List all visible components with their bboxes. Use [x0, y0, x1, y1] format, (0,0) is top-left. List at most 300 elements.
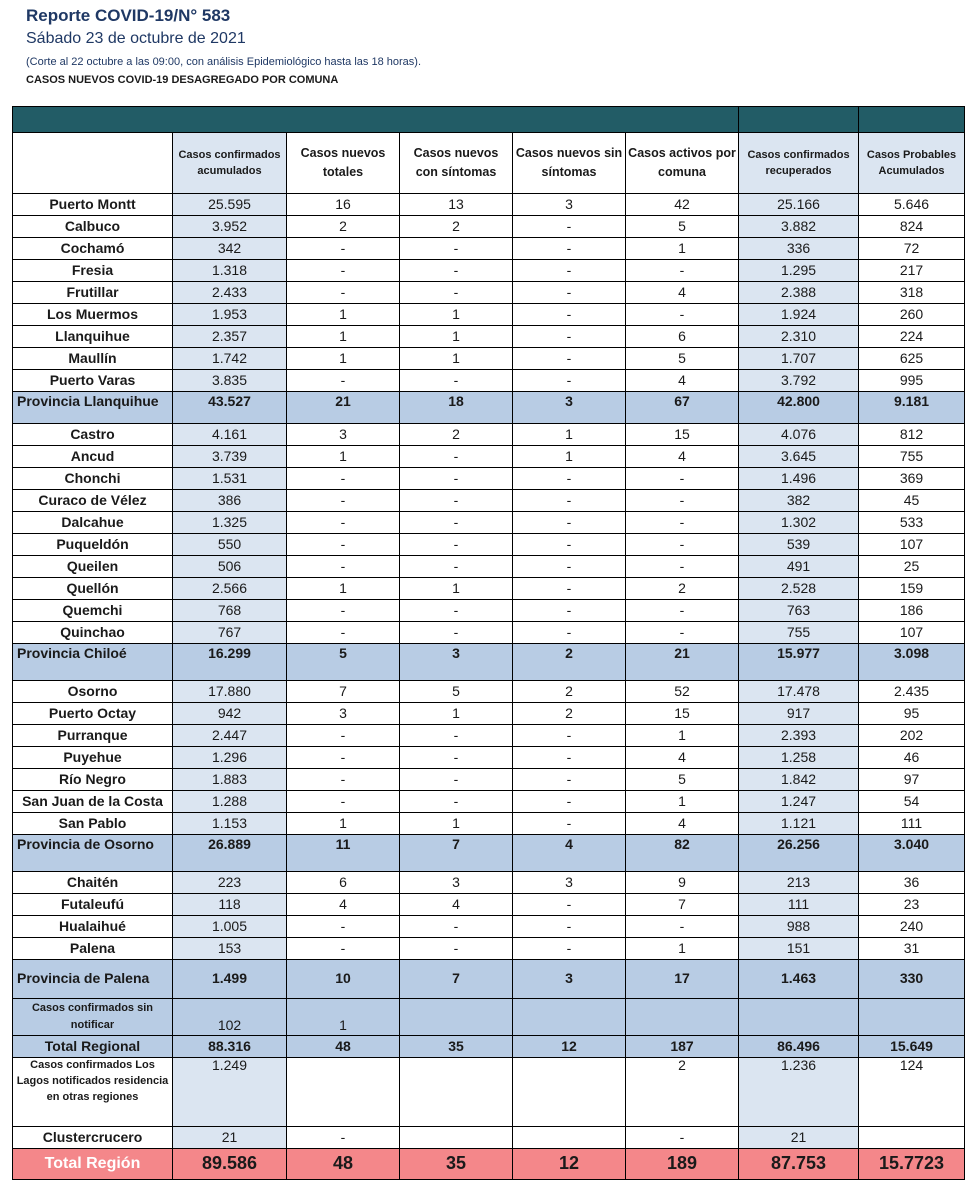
table-cell: 42 [626, 194, 739, 216]
table-cell: - [513, 534, 626, 556]
table-cell: 118 [173, 894, 287, 916]
table-cell: 1.302 [739, 512, 859, 534]
table-cell: 35 [400, 1036, 513, 1058]
table-cell: 3.835 [173, 370, 287, 392]
table-cell [859, 999, 965, 1036]
table-cell: 5 [626, 216, 739, 238]
table-cell: 26.256 [739, 835, 859, 872]
table-cell: 812 [859, 424, 965, 446]
table-cell: 35 [400, 1149, 513, 1180]
row-label: Purranque [13, 725, 173, 747]
header-bar-cell [739, 107, 859, 133]
table-cell [739, 999, 859, 1036]
table-cell: 1 [626, 238, 739, 260]
table-cell: 260 [859, 304, 965, 326]
column-header: Casos nuevos con síntomas [400, 133, 513, 194]
table-cell: 54 [859, 791, 965, 813]
table-cell: - [287, 468, 400, 490]
table-cell: 2.388 [739, 282, 859, 304]
table-row [13, 791, 965, 813]
table-cell: 342 [173, 238, 287, 260]
column-header: Casos confirmados recuperados [739, 133, 859, 194]
table-cell: 1.318 [173, 260, 287, 282]
table-cell: - [626, 260, 739, 282]
table-cell: 15 [626, 703, 739, 725]
table-cell: 768 [173, 600, 287, 622]
table-cell: 1 [287, 446, 400, 468]
table-body [13, 107, 965, 1180]
table-cell: 3 [287, 703, 400, 725]
table-cell: 18 [400, 392, 513, 424]
table-cell: 23 [859, 894, 965, 916]
table-row [13, 370, 965, 392]
table-cell: - [400, 238, 513, 260]
row-label: Castro [13, 424, 173, 446]
table-row [13, 282, 965, 304]
row-label: Queilen [13, 556, 173, 578]
table-cell: 988 [739, 916, 859, 938]
table-cell: 539 [739, 534, 859, 556]
table-cell: 1.707 [739, 348, 859, 370]
table-cell: 506 [173, 556, 287, 578]
table-cell: - [287, 556, 400, 578]
row-label: Puerto Montt [13, 194, 173, 216]
table-cell: 2 [626, 1058, 739, 1127]
table-cell: 2.447 [173, 725, 287, 747]
table-cell: 240 [859, 916, 965, 938]
table-cell: - [513, 916, 626, 938]
row-label: Provincia de Osorno [13, 835, 173, 872]
table-cell: 550 [173, 534, 287, 556]
row-label: San Juan de la Costa [13, 791, 173, 813]
row-label: Provincia Llanquihue [13, 392, 173, 424]
table-cell: - [513, 769, 626, 791]
table-cell: 767 [173, 622, 287, 644]
table-cell: - [400, 468, 513, 490]
table-row [13, 681, 965, 703]
table-cell: 824 [859, 216, 965, 238]
row-label: Casos confirmados sin notificar [13, 999, 173, 1036]
table-cell: 5 [626, 348, 739, 370]
table-cell: 124 [859, 1058, 965, 1127]
table-cell: 213 [739, 872, 859, 894]
table-cell: - [513, 216, 626, 238]
table-cell: 2.393 [739, 725, 859, 747]
table-cell: 2.357 [173, 326, 287, 348]
table-cell: 46 [859, 747, 965, 769]
table-cell: 625 [859, 348, 965, 370]
table-cell: - [287, 725, 400, 747]
table-header-bar [13, 107, 965, 133]
table-cell: 72 [859, 238, 965, 260]
table-cell: 1.842 [739, 769, 859, 791]
table-cell: 10 [287, 960, 400, 999]
row-label: Ancud [13, 446, 173, 468]
table-row [13, 769, 965, 791]
table-cell: 763 [739, 600, 859, 622]
table-cell: 1 [287, 578, 400, 600]
table-cell: - [400, 769, 513, 791]
table-cell: 491 [739, 556, 859, 578]
table-cell: 533 [859, 512, 965, 534]
table-cell: 21 [739, 1127, 859, 1149]
table-cell: 5.646 [859, 194, 965, 216]
table-cell: - [513, 938, 626, 960]
table-cell: - [287, 791, 400, 813]
table-cell: 4 [513, 835, 626, 872]
column-header: Casos Probables Acumulados [859, 133, 965, 194]
table-cell: 1 [400, 578, 513, 600]
table-cell: 942 [173, 703, 287, 725]
column-header-row [13, 133, 965, 194]
table-row [13, 872, 965, 894]
table-cell: 1 [400, 326, 513, 348]
table-cell: - [287, 916, 400, 938]
table-cell: 7 [400, 960, 513, 999]
table-cell: 9.181 [859, 392, 965, 424]
table-cell: 25.595 [173, 194, 287, 216]
row-label: Futaleufú [13, 894, 173, 916]
column-header: Casos activos por comuna [626, 133, 739, 194]
row-label: Puerto Octay [13, 703, 173, 725]
table-cell: 5 [400, 681, 513, 703]
table-cell: 153 [173, 938, 287, 960]
table-cell: 4 [626, 446, 739, 468]
row-label: Río Negro [13, 769, 173, 791]
table-cell: - [400, 747, 513, 769]
table-cell: 15.977 [739, 644, 859, 681]
table-cell [859, 1127, 965, 1149]
table-row [13, 304, 965, 326]
table-cell: 52 [626, 681, 739, 703]
cutoff-note: (Corte al 22 octubre a las 09:00, con análisis Epidemiológico hasta las 18 horas). [26, 56, 422, 68]
table-cell: 1.295 [739, 260, 859, 282]
table-cell: 3.792 [739, 370, 859, 392]
table-cell: - [513, 490, 626, 512]
table-cell: 151 [739, 938, 859, 960]
table-cell: 15 [626, 424, 739, 446]
table-cell: - [626, 304, 739, 326]
report-date: Sábado 23 de octubre de 2021 [26, 30, 246, 47]
row-label: Osorno [13, 681, 173, 703]
table-cell: 1.258 [739, 747, 859, 769]
table-cell: 67 [626, 392, 739, 424]
section-title: CASOS NUEVOS COVID-19 DESAGREGADO POR COMUNA [26, 74, 339, 86]
table-cell: 3.952 [173, 216, 287, 238]
table-cell: 1 [287, 999, 400, 1036]
table-cell: 21 [626, 644, 739, 681]
table-cell: - [513, 260, 626, 282]
report-title: Reporte COVID-19/N° 583 [26, 6, 231, 25]
table-cell: - [513, 512, 626, 534]
table-cell: - [400, 370, 513, 392]
table-cell: 3 [513, 960, 626, 999]
table-cell: 25.166 [739, 194, 859, 216]
table-cell: 2 [287, 216, 400, 238]
table-cell: 107 [859, 622, 965, 644]
table-cell: - [626, 534, 739, 556]
table-cell: - [626, 512, 739, 534]
table-cell: 318 [859, 282, 965, 304]
row-label: Calbuco [13, 216, 173, 238]
table-cell: 4 [626, 282, 739, 304]
table-cell: 1 [626, 725, 739, 747]
table-cell: 1 [287, 304, 400, 326]
table-cell: 4 [626, 747, 739, 769]
table-cell: 386 [173, 490, 287, 512]
row-label: Llanquihue [13, 326, 173, 348]
table-row [13, 512, 965, 534]
table-cell: 36 [859, 872, 965, 894]
table-cell: 87.753 [739, 1149, 859, 1180]
row-label: Puyehue [13, 747, 173, 769]
table-cell: 1 [513, 424, 626, 446]
table-cell: - [513, 813, 626, 835]
table-cell: 5 [626, 769, 739, 791]
table-cell: 3 [513, 872, 626, 894]
table-cell: 16 [287, 194, 400, 216]
row-label: Dalcahue [13, 512, 173, 534]
row-label: Curaco de Vélez [13, 490, 173, 512]
table-cell: 1.496 [739, 468, 859, 490]
table-cell: 336 [739, 238, 859, 260]
table-row [13, 260, 965, 282]
table-cell [626, 999, 739, 1036]
table-cell: 4 [287, 894, 400, 916]
table-row [13, 622, 965, 644]
table-cell: 3 [513, 392, 626, 424]
row-label: Cochamó [13, 238, 173, 260]
table-cell [513, 1058, 626, 1127]
table-cell: 202 [859, 725, 965, 747]
table-cell: - [400, 260, 513, 282]
table-cell: 1.153 [173, 813, 287, 835]
table-cell: - [400, 791, 513, 813]
table-cell: 1.953 [173, 304, 287, 326]
table-cell: 2 [400, 216, 513, 238]
table-row [13, 644, 965, 681]
table-cell: 9 [626, 872, 739, 894]
table-cell: 11 [287, 835, 400, 872]
table-cell: - [400, 725, 513, 747]
column-header: Casos nuevos totales [287, 133, 400, 194]
table-cell: 1.499 [173, 960, 287, 999]
table-cell: - [626, 556, 739, 578]
table-cell [287, 1058, 400, 1127]
row-label: Palena [13, 938, 173, 960]
table-row [13, 960, 965, 999]
table-cell: - [513, 622, 626, 644]
table-cell: 3.098 [859, 644, 965, 681]
table-row [13, 835, 965, 872]
table-cell: - [513, 578, 626, 600]
row-label: Provincia de Palena [13, 960, 173, 999]
column-header: Casos nuevos sin síntomas [513, 133, 626, 194]
column-header-empty [13, 133, 173, 194]
header-bar-cell [859, 107, 965, 133]
table-cell: - [626, 490, 739, 512]
table-cell: - [626, 622, 739, 644]
column-header: Casos confirmados acumulados [173, 133, 287, 194]
table-cell: 95 [859, 703, 965, 725]
table-cell: 2.433 [173, 282, 287, 304]
table-cell: - [287, 938, 400, 960]
table-row [13, 600, 965, 622]
table-cell: 1 [287, 326, 400, 348]
table-cell: - [287, 490, 400, 512]
table-cell: 1 [400, 813, 513, 835]
row-label: Los Muermos [13, 304, 173, 326]
table-cell: 1.296 [173, 747, 287, 769]
table-cell: - [287, 534, 400, 556]
row-label: Quellón [13, 578, 173, 600]
table-cell [513, 999, 626, 1036]
table-cell: 2 [626, 578, 739, 600]
table-cell: 102 [173, 999, 287, 1036]
table-cell: 3 [400, 644, 513, 681]
table-cell: 217 [859, 260, 965, 282]
table-cell: 2.310 [739, 326, 859, 348]
table-cell: 6 [287, 872, 400, 894]
table-cell: 43.527 [173, 392, 287, 424]
table-cell: 31 [859, 938, 965, 960]
table-cell: 1.463 [739, 960, 859, 999]
table-cell: 1.325 [173, 512, 287, 534]
table-cell: - [400, 556, 513, 578]
table-cell: 369 [859, 468, 965, 490]
table-cell: 2 [513, 681, 626, 703]
table-cell: 755 [859, 446, 965, 468]
table-cell: 86.496 [739, 1036, 859, 1058]
row-label: Quinchao [13, 622, 173, 644]
table-cell: 1 [287, 348, 400, 370]
table-cell: 48 [287, 1149, 400, 1180]
table-cell: 48 [287, 1036, 400, 1058]
table-cell: - [287, 512, 400, 534]
table-cell: - [287, 747, 400, 769]
table-cell: 3 [287, 424, 400, 446]
table-cell: - [400, 512, 513, 534]
table-row [13, 424, 965, 446]
table-cell: 3.645 [739, 446, 859, 468]
table-cell: 45 [859, 490, 965, 512]
table-cell: - [400, 282, 513, 304]
table-cell: 111 [859, 813, 965, 835]
table-cell: 6 [626, 326, 739, 348]
table-row [13, 392, 965, 424]
table-cell: 7 [400, 835, 513, 872]
table-cell [513, 1127, 626, 1149]
table-row [13, 216, 965, 238]
table-row [13, 348, 965, 370]
table-cell: 1.288 [173, 791, 287, 813]
table-cell: 82 [626, 835, 739, 872]
table-cell: 1 [626, 938, 739, 960]
table-cell: 1.236 [739, 1058, 859, 1127]
row-label: Provincia Chiloé [13, 644, 173, 681]
table-cell: - [513, 348, 626, 370]
table-cell: 89.586 [173, 1149, 287, 1180]
table-cell: - [626, 1127, 739, 1149]
table-cell [400, 1058, 513, 1127]
table-cell: - [513, 894, 626, 916]
table-cell: - [400, 938, 513, 960]
table-cell: - [626, 600, 739, 622]
covid-cases-table [12, 106, 965, 1180]
table-cell: 111 [739, 894, 859, 916]
table-row [13, 1149, 965, 1180]
table-cell: 7 [626, 894, 739, 916]
table-cell: 224 [859, 326, 965, 348]
table-row [13, 446, 965, 468]
table-cell [400, 999, 513, 1036]
table-cell: 1 [513, 446, 626, 468]
header-bar-cell [13, 107, 739, 133]
table-row [13, 1058, 965, 1127]
table-cell: 189 [626, 1149, 739, 1180]
table-cell: 2.528 [739, 578, 859, 600]
table-cell: 3 [400, 872, 513, 894]
table-row [13, 534, 965, 556]
table-cell: 2 [400, 424, 513, 446]
table-cell: 1 [400, 348, 513, 370]
table-cell: 21 [287, 392, 400, 424]
table-cell: - [513, 556, 626, 578]
table-cell: 25 [859, 556, 965, 578]
table-cell: - [626, 468, 739, 490]
table-cell: - [287, 282, 400, 304]
table-cell: 1 [626, 791, 739, 813]
table-cell: 1 [400, 304, 513, 326]
table-cell: 17 [626, 960, 739, 999]
table-cell: - [513, 468, 626, 490]
table-cell: - [287, 238, 400, 260]
table-cell: - [400, 622, 513, 644]
row-label: Puerto Varas [13, 370, 173, 392]
table-cell: 159 [859, 578, 965, 600]
table-cell: - [287, 260, 400, 282]
table-cell: - [513, 326, 626, 348]
table-cell: - [513, 600, 626, 622]
table-cell: 3 [513, 194, 626, 216]
table-cell: 1.249 [173, 1058, 287, 1127]
table-cell: 382 [739, 490, 859, 512]
table-cell: 12 [513, 1036, 626, 1058]
table-cell: 4 [626, 813, 739, 835]
table-cell: - [400, 916, 513, 938]
table-cell: 13 [400, 194, 513, 216]
table-cell: 186 [859, 600, 965, 622]
table-cell: - [626, 916, 739, 938]
table-cell: - [513, 791, 626, 813]
table-cell: 1.121 [739, 813, 859, 835]
table-cell: - [400, 534, 513, 556]
table-cell: 2.435 [859, 681, 965, 703]
row-label: Casos confirmados Los Lagos notificados residencia en otras regiones [13, 1058, 173, 1127]
table-row [13, 490, 965, 512]
table-cell: 4 [626, 370, 739, 392]
table-cell: 1 [287, 813, 400, 835]
table-cell: - [513, 282, 626, 304]
table-row [13, 578, 965, 600]
table-row [13, 916, 965, 938]
table-cell: 1.924 [739, 304, 859, 326]
row-label: Fresia [13, 260, 173, 282]
row-label: Clustercrucero [13, 1127, 173, 1149]
table-cell: 15.7723 [859, 1149, 965, 1180]
table-cell: 3.882 [739, 216, 859, 238]
table-cell: 88.316 [173, 1036, 287, 1058]
